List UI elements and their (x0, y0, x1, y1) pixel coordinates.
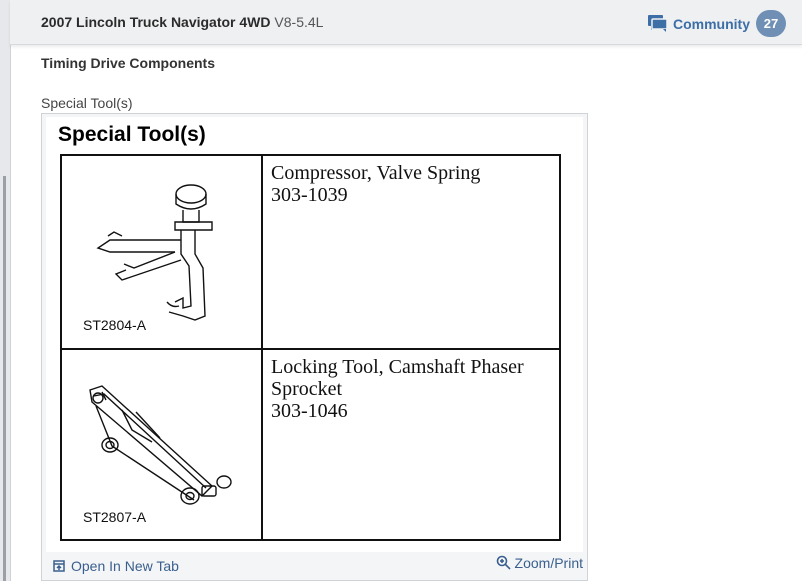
diagram-frame (41, 113, 588, 581)
tool-code: ST2807-A (83, 509, 147, 525)
page-header (10, 0, 802, 45)
zoom-icon (496, 555, 512, 571)
diagram-image (46, 117, 583, 552)
scrollbar[interactable] (3, 176, 6, 581)
tool-description-cell (263, 350, 559, 539)
community-count-badge: 27 (756, 10, 786, 37)
open-in-new-tab-link[interactable] (53, 558, 179, 574)
tool-description: Compressor, Valve Spring 303-1039 (271, 162, 481, 206)
tool-description: Locking Tool, Camshaft Phaser Sprocket 303-1046 (271, 356, 524, 422)
open-tab-label: Open In New Tab (71, 558, 179, 574)
vehicle-name: 2007 Lincoln Truck Navigator 4WD (41, 14, 271, 30)
tool-illustration-cell (62, 350, 263, 539)
left-edge-panel (0, 0, 11, 581)
subheading: Special Tool(s) (41, 95, 133, 111)
community-button[interactable] (648, 10, 786, 37)
zoom-label: Zoom/Print (514, 555, 583, 571)
tool-code: ST2804-A (83, 317, 147, 333)
vehicle-title (41, 14, 323, 30)
community-label: Community (673, 15, 750, 32)
diagram-title: Special Tool(s) (58, 123, 206, 146)
section-title: Timing Drive Components (41, 55, 215, 71)
open-tab-icon (53, 560, 65, 572)
diagram-footer (46, 555, 583, 577)
tool-row (62, 350, 559, 539)
tool-illustration-cell (62, 156, 263, 348)
tool-table (60, 154, 561, 541)
zoom-print-link[interactable] (496, 555, 583, 571)
engine-spec: V8-5.4L (274, 14, 324, 30)
tool-row (62, 156, 559, 350)
tool-description-cell (263, 156, 559, 348)
chat-icon (648, 15, 667, 32)
